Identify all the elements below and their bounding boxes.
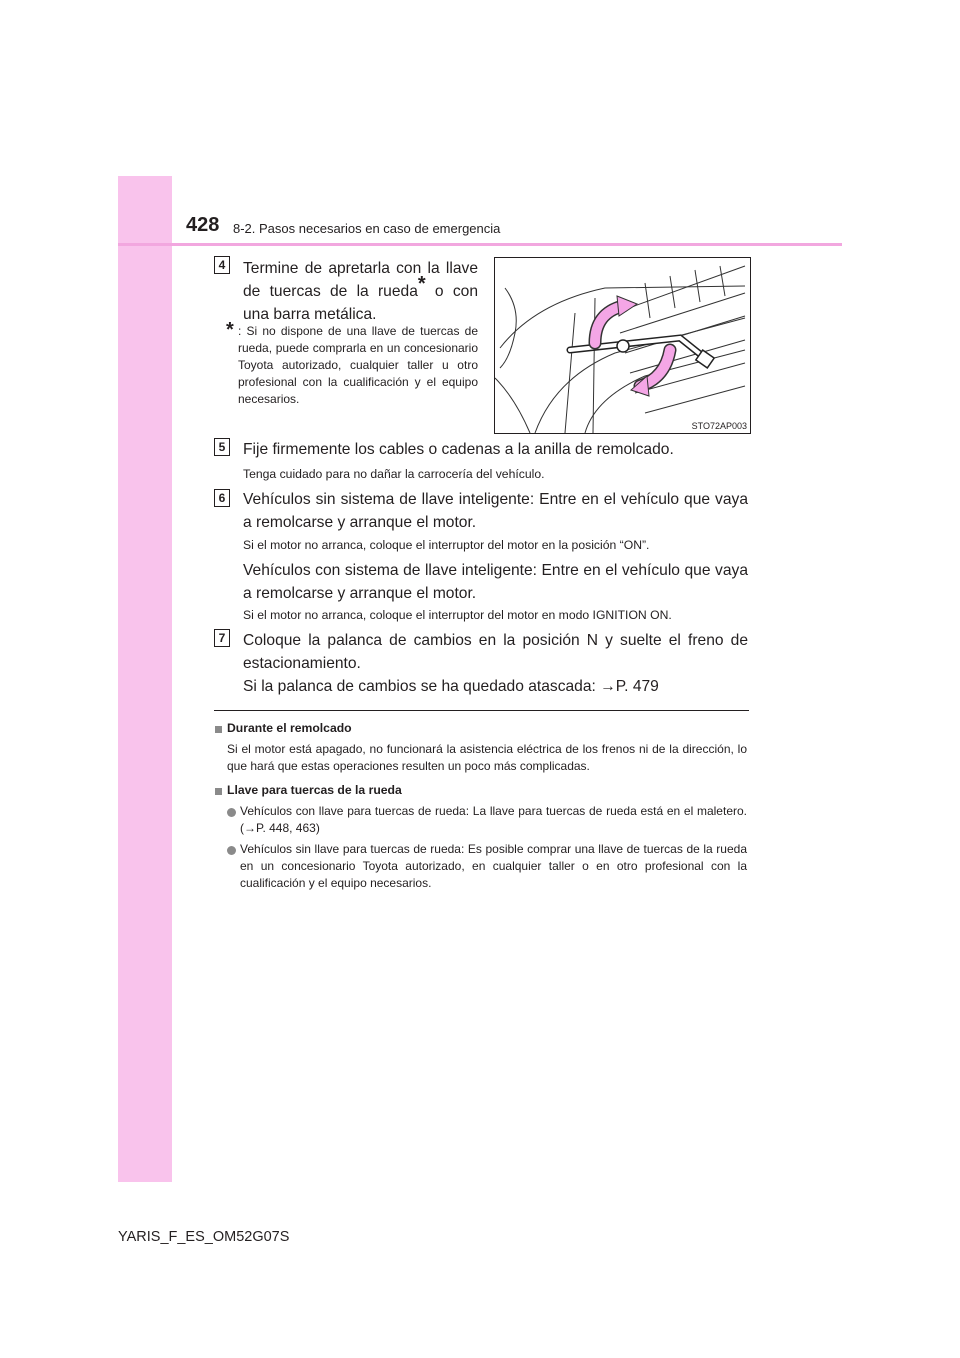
illustration-code: STO72AP003	[691, 421, 747, 431]
step-6-text-2: Vehículos con sistema de llave inteligente: Entre en el vehículo que vaya a remolcarse y arranque el motor.	[243, 562, 748, 602]
note-1-text: Si el motor está apagado, no funcionará la asistencia eléctrica de los frenos ni de la dirección, lo que hará que estas operaciones resulten un poco más complicadas.	[227, 742, 747, 773]
step-number-4: 4	[214, 256, 230, 274]
step-number-6: 6	[214, 489, 230, 507]
page-number: 428	[186, 214, 220, 236]
bullet-dot-icon	[227, 846, 236, 855]
step-5-note: Tenga cuidado para no dañar la carrocería del vehículo.	[243, 467, 545, 481]
step-4-text-a: Termine de apretarla con la llave de tuercas de la rueda	[243, 260, 478, 300]
step-7-text: Coloque la palanca de cambios en la posición N y suelte el freno de estacionamiento.	[243, 632, 748, 672]
note-2-title: Llave para tuercas de la rueda	[227, 783, 402, 797]
bullet-square-icon	[215, 726, 222, 733]
step-number-7: 7	[214, 629, 230, 647]
step-6-note-2: Si el motor no arranca, coloque el interruptor del motor en modo IGNITION ON.	[243, 608, 672, 622]
step-7-text-2: Si la palanca de cambios se ha quedado atascada: →P. 479	[243, 678, 659, 695]
notes-separator	[214, 710, 749, 711]
note-2-bullet-2: Vehículos sin llave para tuercas de rueda: Es posible comprar una llave de tuercas de la rueda en un concesionario Toyota autorizado, en cualquier taller o en otro profesional con la cualificación y el equipo necesarios.	[240, 842, 747, 890]
step-5-text: Fije firmemente los cables o cadenas a la anilla de remolcado.	[243, 441, 674, 458]
wheel-nut-wrench-illustration	[494, 257, 751, 434]
footer-code: YARIS_F_ES_OM52G07S	[118, 1229, 290, 1245]
side-color-band	[118, 176, 172, 1182]
footnote-asterisk: *	[417, 272, 426, 295]
note-2-bullet-1: Vehículos con llave para tuercas de rueda: La llave para tuercas de rueda está en el maletero. (→P. 448, 463)	[240, 804, 747, 835]
section-title: 8-2. Pasos necesarios en caso de emergencia	[233, 221, 501, 236]
step-4-text	[243, 257, 478, 326]
step-4-footnote: : Si no dispone de una llave de tuercas de rueda, puede comprarla en un concesionario Toyota autorizado, cualquier taller u otro profesional con la cualificación y el equipo necesarios.	[238, 324, 478, 406]
step-4-text-b: o con una barra metálica.	[243, 283, 478, 323]
header-rule	[118, 243, 842, 246]
footnote-mark: *	[226, 319, 234, 341]
step-number-5: 5	[214, 438, 230, 456]
wrench-icon	[495, 258, 750, 433]
bullet-dot-icon	[227, 808, 236, 817]
step-6-note-1: Si el motor no arranca, coloque el interruptor del motor en la posición “ON”.	[243, 538, 650, 552]
bullet-square-icon	[215, 788, 222, 795]
step-6-text-1: Vehículos sin sistema de llave inteligente: Entre en el vehículo que vaya a remolcarse y arranque el motor.	[243, 491, 748, 531]
note-1-title: Durante el remolcado	[227, 721, 352, 735]
